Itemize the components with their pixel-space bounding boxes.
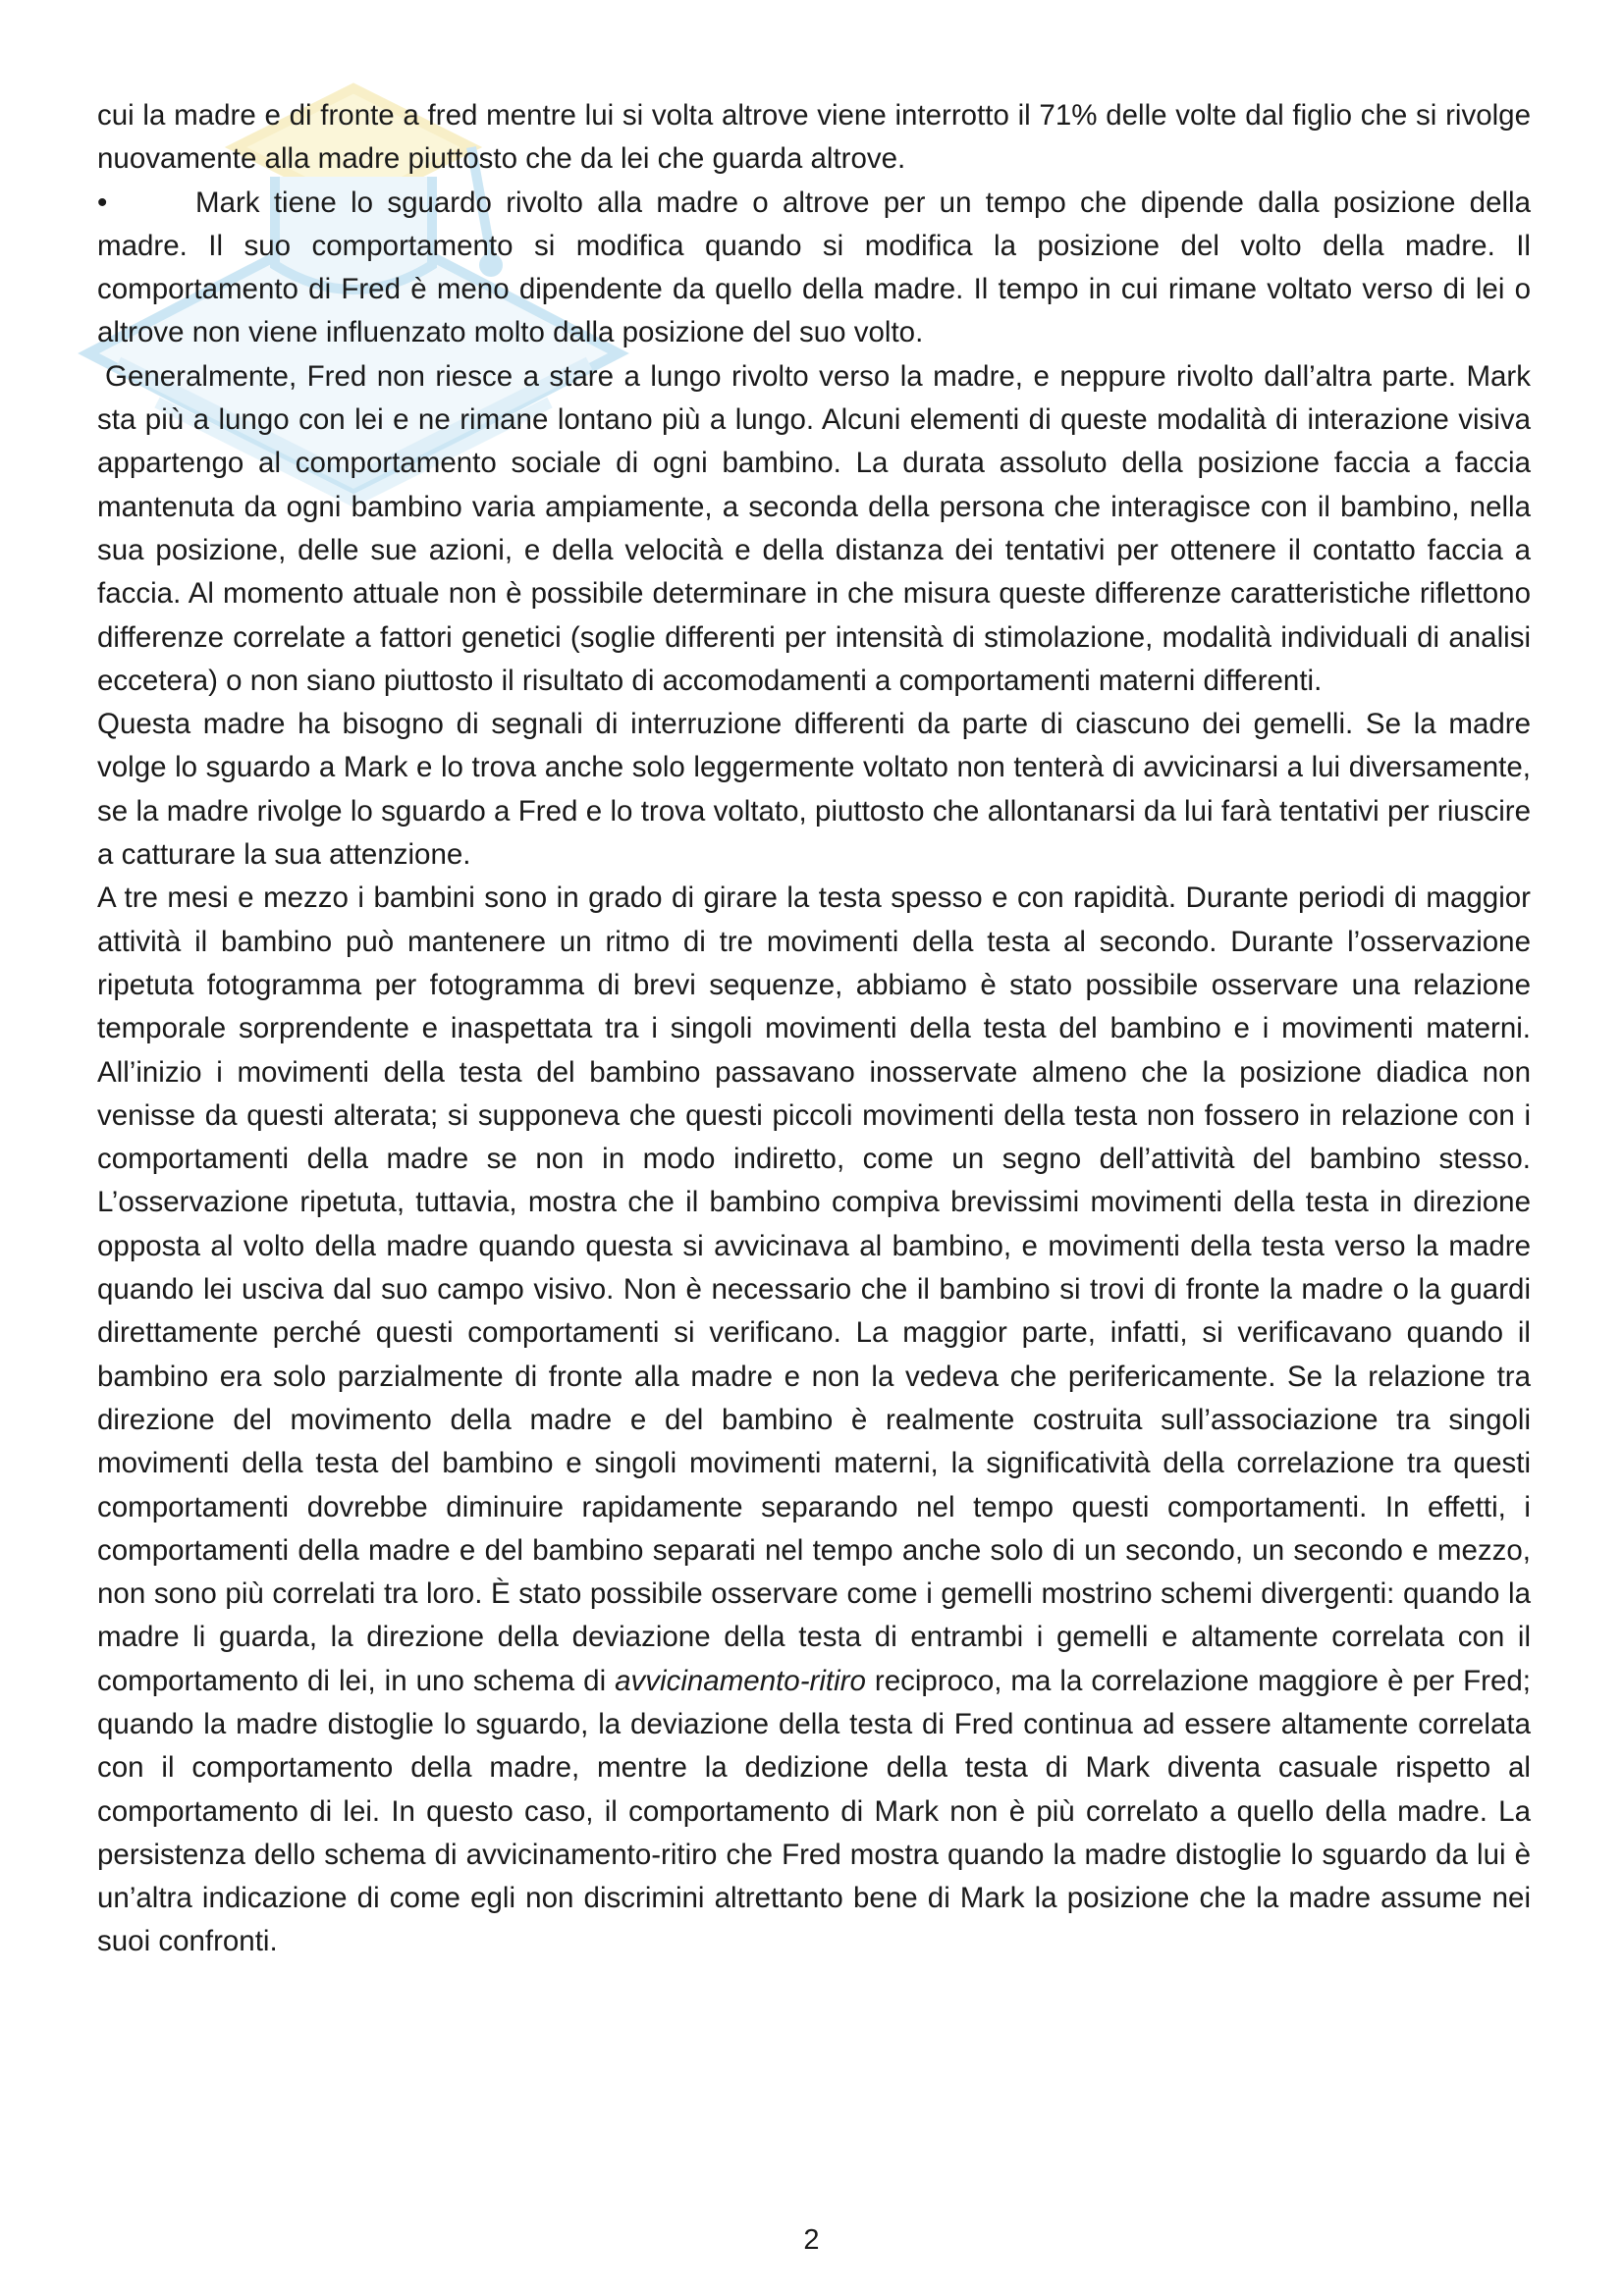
paragraph: [97, 355, 1531, 703]
page-number: 2: [803, 2224, 820, 2256]
paragraph: [97, 877, 1531, 1963]
paragraph-text: Generalmente, Fred non riesce a stare a lungo rivolto verso la madre, e neppure rivolto dall’altra parte. Mark sta più a lungo con lei e ne rimane lontano più a lungo. Alcuni elementi di queste modalità di interazione visiva appartengo al comportamento sociale di ogni bambino. La durata assoluto della posizione faccia a faccia mantenuta da ogni bambino varia ampiamente, a seconda della persona che interagisce con il bambino, nella sua posizione, delle sue azioni, e della velocità e della distanza dei tentativi per ottenere il contatto faccia a faccia. Al momento attuale non è possibile determinare in che misura queste differenze caratteristiche riflettono differenze correlate a fattori genetici (soglie differenti per intensità di stimolazione, modalità individuali di analisi eccetera) o non siano piuttosto il risultato di accomodamenti a comportamenti materni differenti.: [97, 359, 1531, 697]
body-text: [97, 94, 1531, 1964]
italic-term: avvicinamento-ritiro: [615, 1664, 866, 1697]
paragraph-text: reciproco, ma la correlazione maggiore è per Fred; quando la madre distoglie lo sguardo, la deviazione della testa di Fred continua ad essere altamente correlata con il comportamento della madre, mentre la dedizione della testa di Mark diventa casuale rispetto al comportamento di lei. In questo caso, il comportamento di Mark non è più correlato a quello della madre. La persistenza dello schema di avvicinamento-ritiro che Fred mostra quando la madre distoglie lo sguardo da lui è un’altra indicazione di come egli non discrimini altrettanto bene di Mark la posizione che la madre assume nei suoi confronti.: [97, 1664, 1532, 1958]
paragraph: Questa madre ha bisogno di segnali di interruzione differenti da parte di ciascuno dei gemelli. Se la madre volge lo sguardo a Mark e lo trova anche solo leggermente voltato non tenterà di avvicinarsi a lui diversamente, se la madre rivolge lo sguardo a Fred e lo trova voltato, piuttosto che allontanarsi da lui farà tentativi per riuscire a catturare la sua attenzione.: [97, 708, 1531, 872]
bullet-paragraph: [97, 182, 1531, 355]
bullet-text: Mark tiene lo sguardo rivolto alla madre o altrove per un tempo che dipende dalla posizione della madre. Il suo comportamento si modifica quando si modifica la posizione del volto della madre. Il comportamento di Fred è meno dipendente da quello della madre. Il tempo in cui rimane voltato verso di lei o altrove non viene influenzato molto dalla posizione del suo volto.: [97, 186, 1531, 349]
bullet-glyph: •: [97, 186, 108, 219]
paragraph: cui la madre e di fronte a fred mentre lui si volta altrove viene interrotto il 71% delle volte dal figlio che si rivolge nuovamente alla madre piuttosto che da lei che guarda altrove.: [97, 99, 1531, 176]
paragraph-text: A tre mesi e mezzo i bambini sono in grado di girare la testa spesso e con rapidità. Durante periodi di maggior attività il bambino può mantenere un ritmo di tre movimenti della testa al secondo. Durante l’osservazione ripetuta fotogramma per fotogramma di brevi sequenze, abbiamo è stato possibile osservare una relazione temporale sorprendente e inaspettata tra i singoli movimenti della testa del bambino e i movimenti materni. All’inizio i movimenti della testa del bambino passavano inosservate almeno che la posizione diadica non venisse da questi alterata; si supponeva che questi piccoli movimenti della testa non fossero in relazione con i comportamenti della madre se non in modo indiretto, come un segno dell’attività del bambino stesso. L’osservazione ripetuta, tuttavia, mostra che il bambino compiva brevissimi movimenti della testa in direzione opposta al volto della madre quando questa si avvicinava al bambino, e movimenti della testa verso la madre quando lei usciva dal suo campo visivo. Non è necessario che il bambino si trovi di fronte la madre o la guardi direttamente perché questi comportamenti si verificano. La maggior parte, infatti, si verificavano quando il bambino era solo parzialmente di fronte alla madre e non la vedeva che perifericamente. Se la relazione tra direzione del movimento della madre e del bambino è realmente costruita sull’associazione tra singoli movimenti della testa del bambino e singoli movimenti materni, la significatività della correlazione tra questi comportamenti dovrebbe diminuire rapidamente separando nel tempo questi comportamenti. In effetti, i comportamenti della madre e del bambino separati nel tempo anche solo di un secondo, un secondo e mezzo, non sono più correlati tra loro. È stato possibile osservare come i gemelli mostrino schemi divergenti: quando la madre li guarda, la direzione della deviazione della testa di entrambi i gemelli e altamente correlata con il comportamento di lei, in uno schema di: [97, 881, 1531, 1697]
